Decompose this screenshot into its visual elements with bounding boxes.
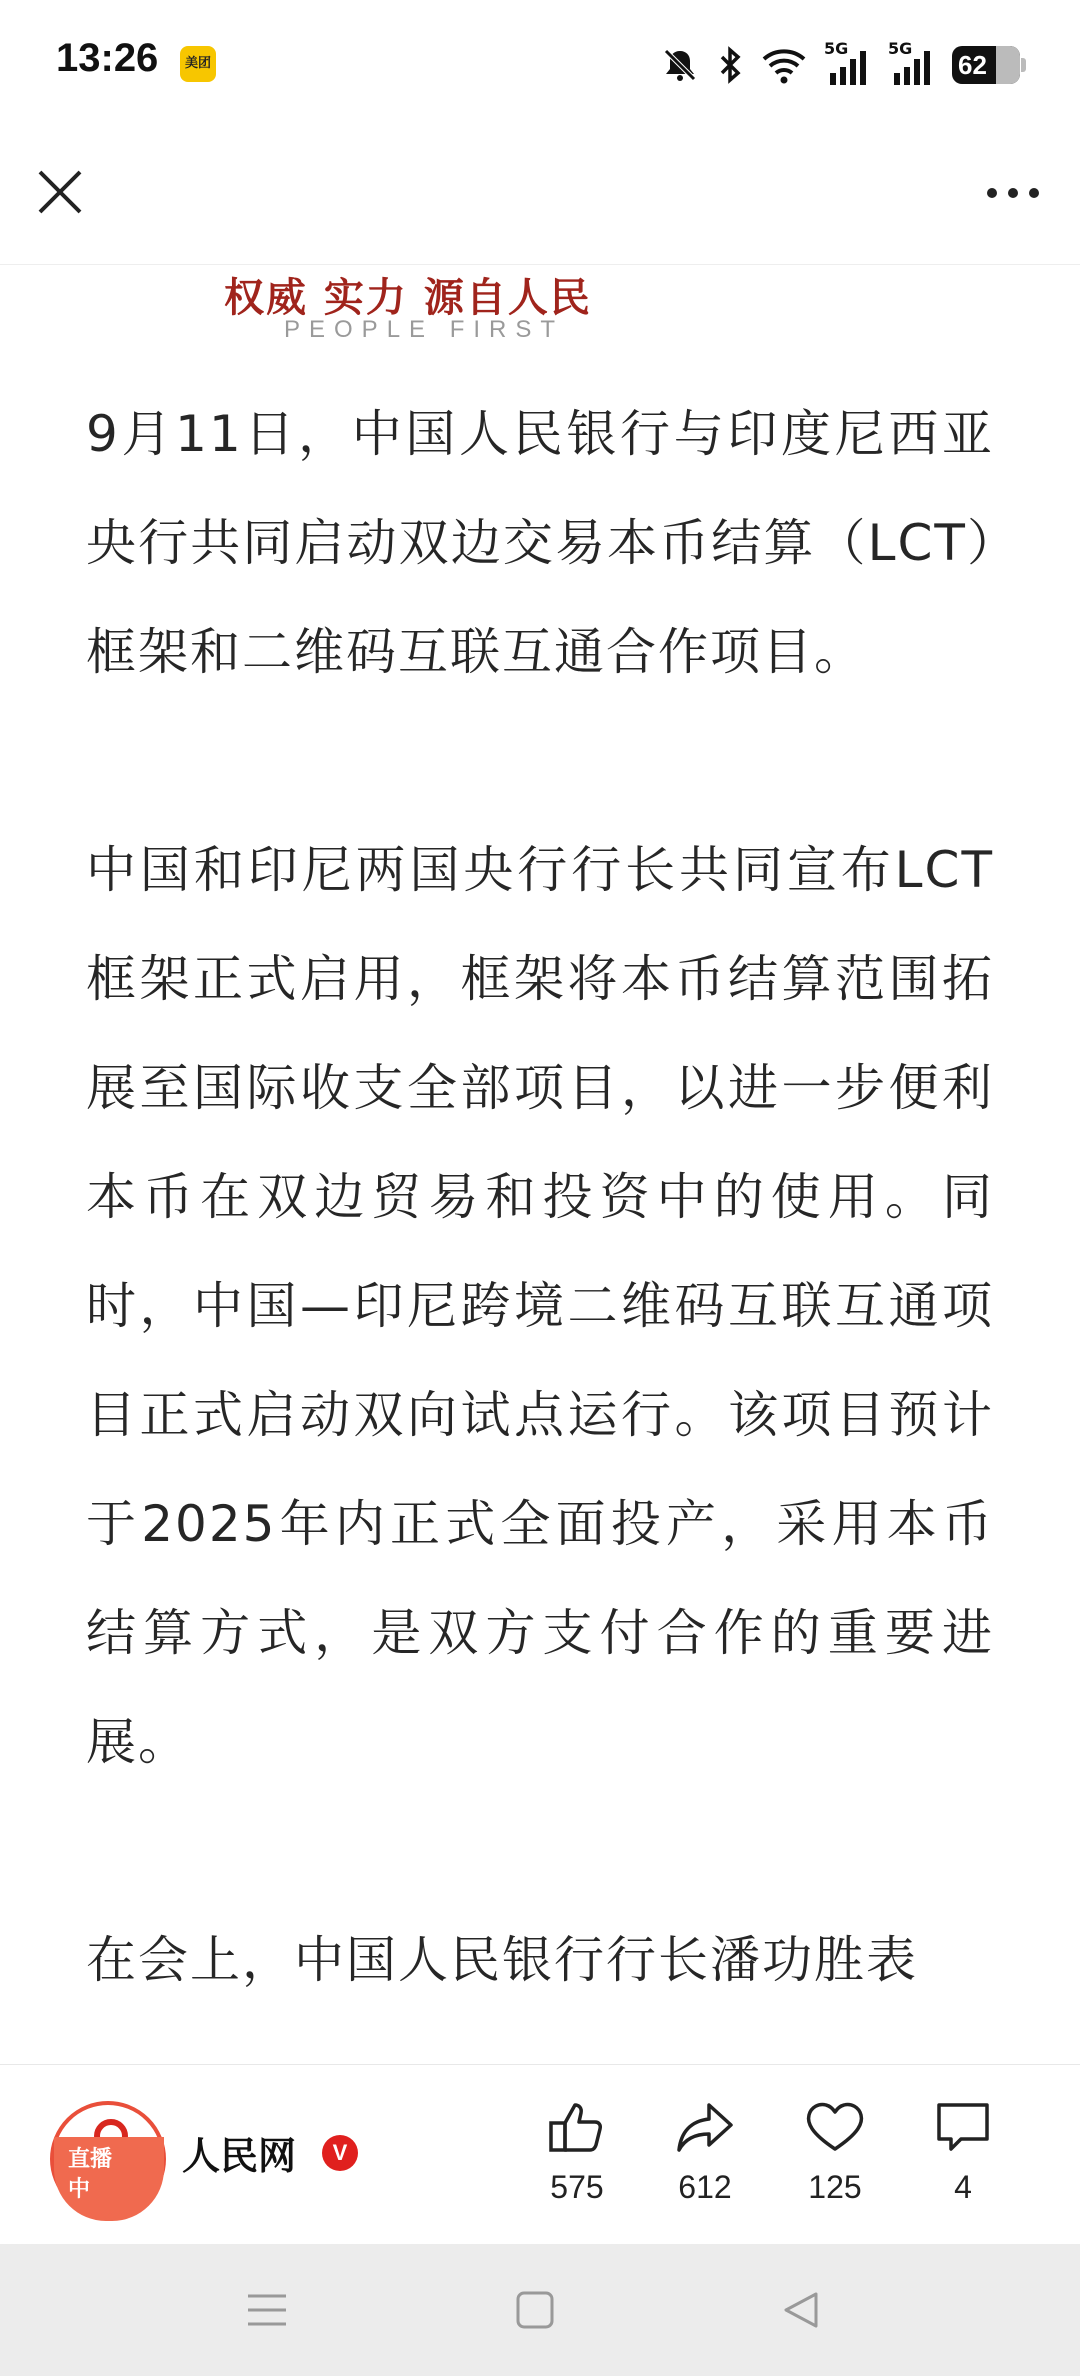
share-button[interactable] — [660, 2095, 750, 2206]
back-triangle-icon — [776, 2288, 826, 2332]
live-badge[interactable]: 直播 中 — [54, 2137, 164, 2221]
status-time: 13:26 — [56, 36, 159, 80]
brand-banner — [0, 264, 1080, 352]
banner-slogan: 权威 实力 源自人民 — [224, 274, 592, 321]
home-square-icon — [510, 2288, 560, 2332]
more-icon — [978, 168, 1048, 218]
article-paragraph: 9月11日，中国人民银行与印度尼西亚央行共同启动双边交易本币结算（LCT）框架和二维码互联互通合作项目。 — [86, 405, 994, 681]
article-paragraph: 中国和印尼两国央行行长共同宣布LCT框架正式启用，框架将本币结算范围拓展至国际收支全部项目，以进一步便利本币在双边贸易和投资中的使用。同时，中国—印尼跨境二维码互联互通项目正式启动双向试点运行。该项目预计于2025年内正式全面投产，采用本币结算方式，是双方支付合作的重要进展。 — [86, 841, 994, 1771]
verified-badge-icon: V — [322, 2135, 358, 2171]
like-count: 575 — [550, 2169, 604, 2205]
battery-icon — [952, 46, 1020, 84]
share-count: 612 — [678, 2169, 732, 2205]
comment-icon — [931, 2095, 995, 2159]
article-toolbar — [0, 128, 1080, 265]
favorite-count: 125 — [808, 2169, 862, 2205]
share-icon — [673, 2095, 737, 2159]
bluetooth-icon — [716, 45, 744, 85]
comment-button[interactable] — [918, 2095, 1008, 2206]
menu-icon — [242, 2288, 292, 2332]
bell-muted-icon — [660, 45, 700, 85]
article-body — [86, 380, 994, 2060]
thumbs-up-icon — [545, 2095, 609, 2159]
recents-button[interactable] — [242, 2288, 292, 2332]
close-button[interactable] — [32, 164, 88, 220]
meituan-notification-icon: 美团 — [180, 46, 216, 82]
like-button[interactable] — [532, 2095, 622, 2206]
bottom-action-bar — [0, 2064, 1080, 2245]
wifi-icon — [760, 45, 808, 85]
cellular-signal-1-icon — [824, 39, 872, 87]
favorite-button[interactable] — [790, 2095, 880, 2206]
home-button[interactable] — [510, 2288, 560, 2332]
close-icon — [32, 164, 88, 220]
author-name[interactable]: 人民网 — [182, 2134, 297, 2178]
system-navigation-bar — [0, 2244, 1080, 2376]
network-5g-label: 5G — [824, 39, 849, 58]
battery-level: 62 — [958, 50, 987, 80]
status-bar — [0, 0, 1080, 128]
article-paragraph: 在会上，中国人民银行行长潘功胜表 — [86, 1931, 918, 1989]
system-icons — [660, 40, 1020, 90]
cellular-signal-2-icon — [888, 39, 936, 87]
network-5g-label: 5G — [888, 39, 913, 58]
banner-subtitle: PEOPLE FIRST — [284, 316, 565, 343]
back-button[interactable] — [776, 2288, 826, 2332]
heart-icon — [803, 2095, 867, 2159]
comment-count: 4 — [954, 2169, 972, 2205]
more-options-button[interactable] — [978, 168, 1048, 218]
